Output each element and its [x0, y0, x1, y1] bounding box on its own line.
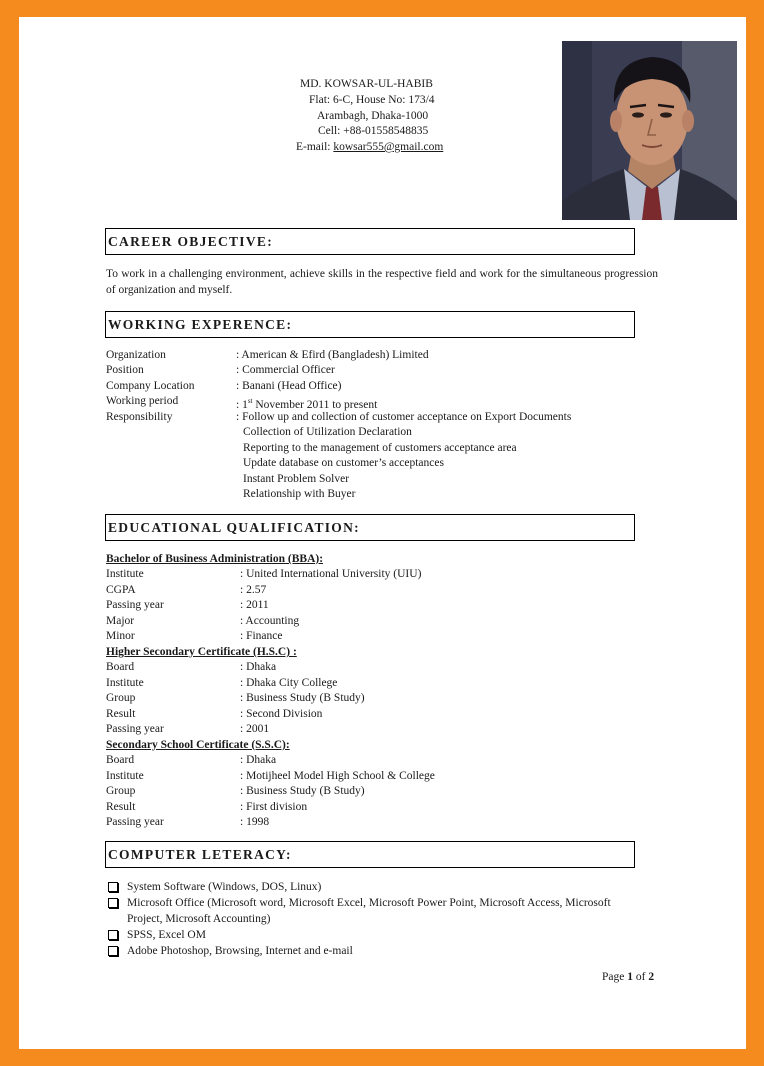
hsc-label-group: Group [106, 692, 136, 704]
ssc-label-board: Board [106, 754, 135, 766]
page-middle: of [632, 971, 649, 983]
hsc-value-passing-year: : 2001 [240, 723, 270, 735]
email-line [296, 139, 443, 155]
ssc-label-institute: Institute [106, 770, 144, 782]
computer-literacy-heading: COMPUTER LETERACY: [108, 847, 292, 862]
bba-label-major: Major [106, 615, 135, 627]
career-objective-heading-box [105, 228, 635, 255]
duty-item: Instant Problem Solver [243, 473, 350, 485]
ssc-value-institute: : Motijheel Model High School & College [240, 770, 435, 782]
period-superscript: st [247, 397, 253, 405]
career-objective-text: To work in a challenging environment, achieve skills in the respective field and work for the simultaneous progression of organization and myself. [106, 268, 658, 296]
computer-skill-item [127, 944, 627, 960]
work-value-position: : Commercial Officer [236, 364, 335, 376]
ssc-value-result: : First division [240, 801, 308, 813]
period-prefix: : 1 [236, 398, 248, 411]
email-link[interactable]: kowsar555@gmail.com [333, 141, 444, 153]
hsc-label-board: Board [106, 661, 135, 673]
work-label-organization: Organization [106, 349, 166, 361]
page-total: 2 [648, 971, 655, 983]
portrait-illustration [562, 41, 737, 220]
candidate-name: MD. KOWSAR-UL-HABIB [300, 78, 433, 90]
computer-skill-item [127, 896, 627, 928]
bba-value-institute: : United International University (UIU) [240, 568, 422, 580]
bba-label-minor: Minor [106, 630, 135, 642]
ssc-label-result: Result [106, 801, 136, 813]
work-value-location: : Banani (Head Office) [236, 380, 342, 392]
hsc-label-passing-year: Passing year [106, 723, 164, 735]
hsc-value-result: : Second Division [240, 708, 323, 720]
ssc-value-board: : Dhaka [240, 754, 277, 766]
ssc-value-passing-year: : 1998 [240, 816, 270, 828]
bba-label-cgpa: CGPA [106, 584, 136, 596]
bba-label-passing-year: Passing year [106, 599, 164, 611]
duty-item: Collection of Utilization Declaration [243, 426, 412, 438]
hsc-value-group: : Business Study (B Study) [240, 692, 365, 704]
checkbox-bullet-icon [108, 930, 118, 940]
ssc-value-group: : Business Study (B Study) [240, 785, 365, 797]
bba-title: Bachelor of Business Administration (BBA): [106, 553, 324, 565]
email-label: E-mail: [296, 141, 334, 153]
duty-item: Reporting to the management of customers acceptance area [243, 442, 517, 454]
hsc-label-institute: Institute [106, 677, 144, 689]
checkbox-bullet-icon [108, 898, 118, 908]
career-objective-heading: CAREER OBJECTIVE: [108, 234, 273, 249]
work-label-position: Position [106, 364, 144, 376]
ssc-title: Secondary School Certificate (S.S.C): [106, 739, 290, 751]
computer-skill-text: SPSS, Excel OM [127, 929, 206, 941]
checkbox-bullet-icon [108, 882, 118, 892]
computer-skill-item [127, 880, 627, 896]
checkbox-bullet-icon [108, 946, 118, 956]
working-experience-heading: WORKING EXPERENCE: [108, 317, 293, 332]
hsc-value-board: : Dhaka [240, 661, 277, 673]
bba-value-cgpa: : 2.57 [240, 584, 267, 596]
working-experience-heading-box [105, 311, 635, 338]
computer-skill-text: System Software (Windows, DOS, Linux) [127, 881, 322, 893]
duty-item: Relationship with Buyer [243, 488, 356, 500]
address-line-1: Flat: 6-C, House No: 173/4 [309, 94, 435, 106]
ssc-label-group: Group [106, 785, 136, 797]
page-current: 1 [627, 971, 633, 983]
duty-item: Update database on customer’s acceptances [243, 457, 444, 469]
education-heading: EDUCATIONAL QUALIFICATION: [108, 520, 360, 535]
hsc-label-result: Result [106, 708, 136, 720]
work-label-period: Working period [106, 395, 179, 407]
computer-skill-text: Microsoft Office (Microsoft word, Microsoft Excel, Microsoft Power Point, Microsoft Access, Microsoft Project, Microsoft Accounting) [127, 897, 611, 925]
page-number [602, 971, 654, 983]
hsc-title: Higher Secondary Certificate (H.S.C) : [106, 646, 297, 658]
work-label-responsibility: Responsibility [106, 411, 173, 423]
cell-number: Cell: +88-01558548835 [318, 125, 429, 137]
computer-skill-text: Adobe Photoshop, Browsing, Internet and e-mail [127, 945, 353, 957]
resume-page [19, 17, 746, 1049]
work-value-organization: : American & Efird (Bangladesh) Limited [236, 349, 429, 361]
computer-skill-item [127, 928, 627, 944]
page-prefix: Page [602, 971, 628, 983]
bba-label-institute: Institute [106, 568, 144, 580]
profile-photo [562, 41, 737, 220]
education-heading-box [105, 514, 635, 541]
computer-literacy-heading-box [105, 841, 635, 868]
address-line-2: Arambagh, Dhaka-1000 [317, 110, 429, 122]
hsc-value-institute: : Dhaka City College [240, 677, 338, 689]
ssc-label-passing-year: Passing year [106, 816, 164, 828]
bba-value-minor: : Finance [240, 630, 283, 642]
work-value-responsibility: : Follow up and collection of customer acceptance on Export Documents [236, 411, 572, 423]
bba-value-passing-year: : 2011 [240, 599, 269, 611]
period-suffix: November 2011 to present [252, 398, 378, 411]
work-label-location: Company Location [106, 380, 195, 392]
bba-value-major: : Accounting [240, 615, 300, 627]
